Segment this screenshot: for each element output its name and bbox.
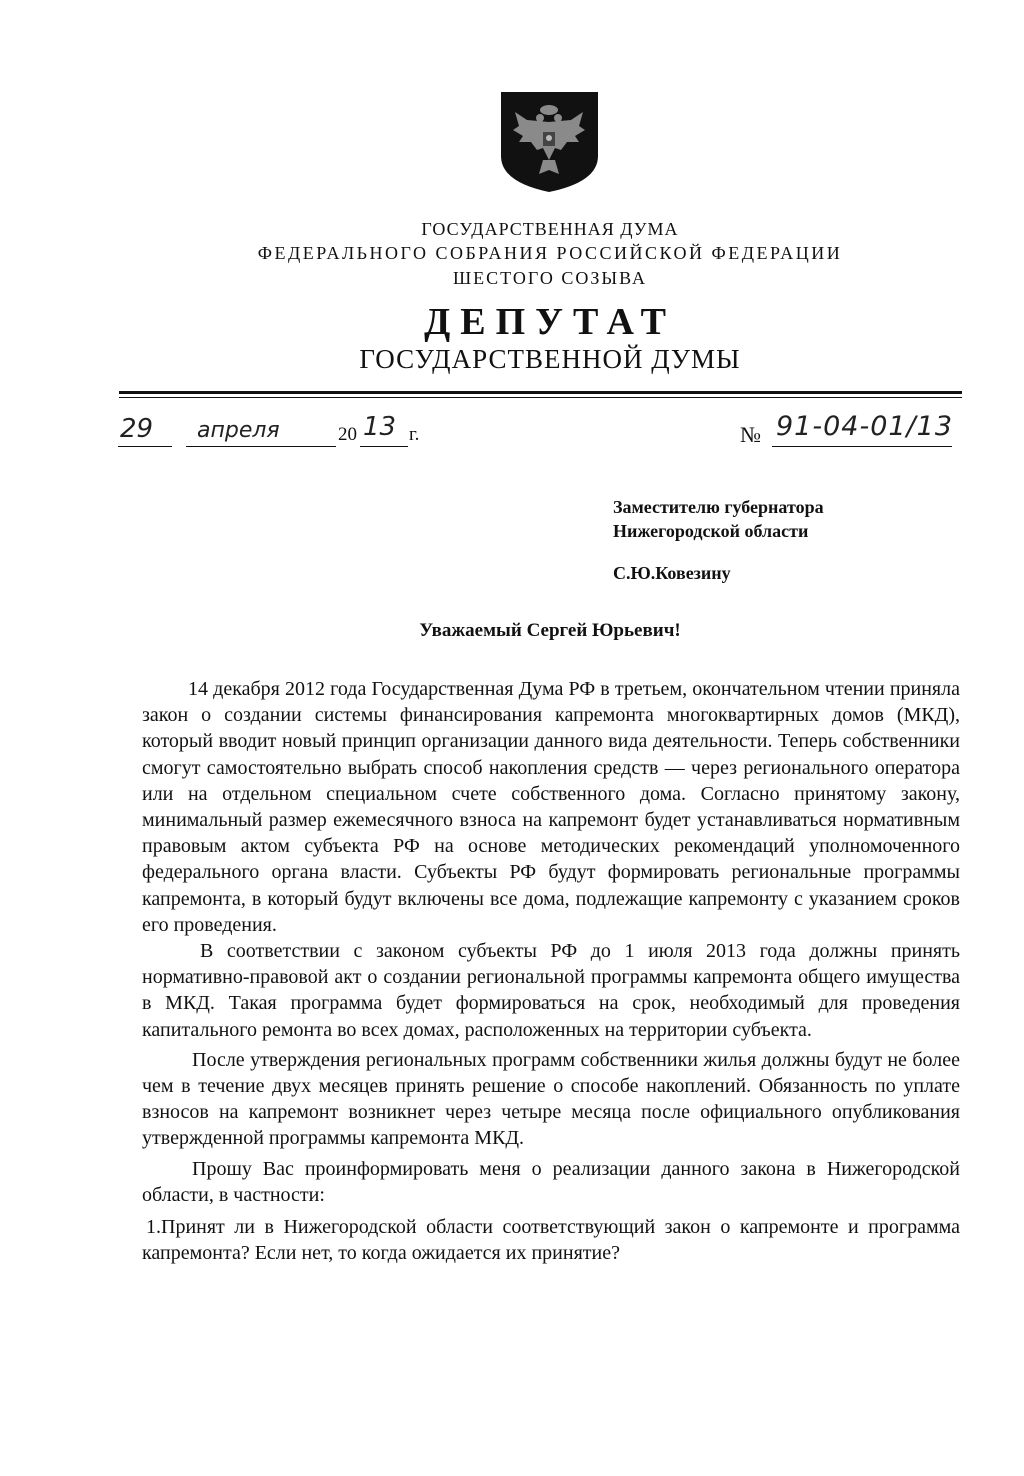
header-line-convocation: ШЕСТОГО СОЗЫВА xyxy=(453,268,647,288)
coat-of-arms-emblem xyxy=(499,90,600,194)
date-month: апреля xyxy=(197,418,280,443)
body-paragraph: Прошу Вас проинформировать меня о реализации данного закона в Нижегородской области, в частности: xyxy=(142,1157,960,1206)
date-day-line xyxy=(118,446,172,447)
addressee-region: Нижегородской области xyxy=(613,521,809,541)
header-rule-thin xyxy=(119,397,962,398)
number-line xyxy=(772,446,952,447)
number-sign: № xyxy=(740,422,761,447)
body-paragraph: 14 декабря 2012 года Государственная Дума РФ в третьем, окончательном чтении приняла закон о создании системы финансирования капремонта многоквартирных домов (МКД), который вводит новый принцип организации данного вида деятельности. Теперь собственники смогут самостоятельно выбрать способ накопления средств — через регионального оператора или на отдельном специальном счете собственного дома. Согласно принятому закону, минимальный размер ежемесячного взноса на капремонт будет устанавливаться нормативным правовым актом субъекта РФ на основе методических рекомендаций уполномоченного федерального органа власти. Субъекты РФ будут формировать региональные программы капремонта, в который будут включены все дома, подлежащие капремонту с указанием сроков его проведения. xyxy=(142,678,960,936)
body-paragraph: В соответствии с законом субъекты РФ до 1 июля 2013 года должны принять нормативно-правовой акт о создании региональной программы капремонта общего имущества в МКД. Такая программа будет формироваться на срок, необходимый для проведения капитального ремонта во всех домах, расположенных на территории субъекта. xyxy=(142,940,960,1041)
addressee-name: С.Ю.Ковезину xyxy=(613,563,731,583)
header-subtitle-state-duma: ГОСУДАРСТВЕННОЙ ДУМЫ xyxy=(359,344,741,374)
date-year-line xyxy=(360,446,408,447)
addressee-position: Заместителю губернатора xyxy=(613,497,824,517)
date-year-unit: г. xyxy=(409,424,420,445)
date-year-prefix: 20 xyxy=(338,424,357,445)
date-day: 29 xyxy=(120,414,154,444)
header-title-deputy: ДЕПУТАТ xyxy=(424,301,676,343)
header-line-duma: ГОСУДАРСТВЕННАЯ ДУМА xyxy=(421,219,679,239)
header-rule-thick xyxy=(119,391,962,394)
date-year-suffix: 13 xyxy=(363,412,397,442)
letter-body xyxy=(142,676,960,1266)
greeting: Уважаемый Сергей Юрьевич! xyxy=(419,620,681,641)
number-value: 91-04-01/13 xyxy=(776,411,954,442)
body-paragraph: После утверждения региональных программ собственники жилья должны будут не более чем в течение двух месяцев принять решение о способе накоплений. Обязанность по уплате взносов на капремонт возникнет через четыре месяца после официального опубликования утвержденной программы капремонта МКД. xyxy=(142,1048,960,1150)
header-line-federal-assembly: ФЕДЕРАЛЬНОГО СОБРАНИЯ РОССИЙСКОЙ ФЕДЕРАЦИИ xyxy=(257,243,843,263)
date-month-line xyxy=(186,446,336,447)
body-list-item: 1.Принят ли в Нижегородской области соответствующий закон о капремонте и программа капремонта? Если нет, то когда ожидается их принятие? xyxy=(142,1216,960,1265)
